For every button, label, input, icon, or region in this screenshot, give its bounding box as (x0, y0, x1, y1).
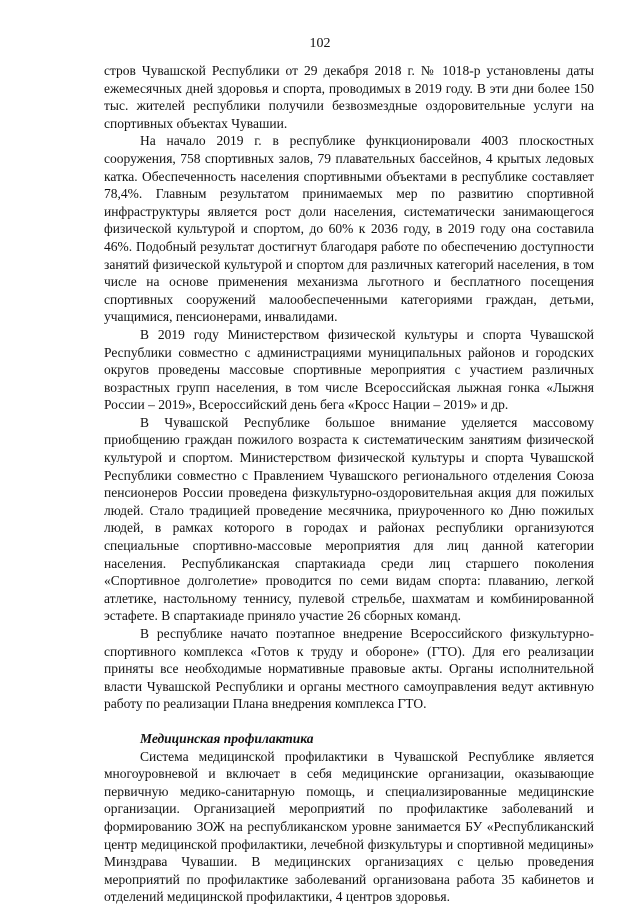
section-heading-medical-prevention: Медицинская профилактика (140, 730, 314, 746)
paragraph-continuation: стров Чувашской Республики от 29 декабря 2018 г. № 1018-р установлены даты ежемесячных дней здоровья и спорта, проводимых в 2019 году. В эти дни более 150 тыс. жителей республики получили безвозмездные оздоровительные услуги на спортивных объектах Чувашии. (104, 63, 594, 131)
paragraph-gto-complex: В республике начато поэтапное внедрение Всероссийского физкультурно-спортивного комплекса «Готов к труду и обороне» (ГТО). Для его реализации приняты все необходимые нормативные правовые акты. Органы исполнительной власти Чувашской Республики и органы местного самоуправления ведут активную работу по реализации Плана внедрения комплекса ГТО. (104, 626, 594, 712)
paragraph-mass-sports-events: В 2019 году Министерством физической культуры и спорта Чувашской Республики совместно с администрациями муниципальных районов и городских округов проведены массовые спортивные мероприятия с участием различных возрастных групп населения, в том числе Всероссийская лыжная гонка «Лыжня России – 2019», Всероссийский день бега «Кросс Нации – 2019» и др. (104, 326, 594, 413)
paragraph-medical-prevention: Система медицинской профилактики в Чувашской Республике является многоуровневой и включает в себя медицинские организации, оказывающие первичную медико-санитарную помощь, и специализированные медицинские организации. Организацией мероприятий по профилактике заболеваний и формированию ЗОЖ на республиканском уровне занимается БУ «Республиканский центр медицинской профилактики, лечебной физкультуры и спортивной медицины» Минздрава Чувашии. В медицинских организациях с целью проведения мероприятий по профилактике заболеваний организована работа 35 кабинетов и отделений медицинской профилактики, 4 центров здоровья. (104, 748, 594, 905)
page-body (104, 62, 594, 906)
page-number: 102 (309, 36, 331, 51)
paragraph-elderly-sports: В Чувашской Республике большое внимание уделяется массовому приобщению граждан пожилого возраста к систематическим занятиям физической культурой и спортом. Министерством физической культуры и спорта Чувашской Республики совместно с Правлением Чувашского регионального отделения Союза пенсионеров России проведена физкультурно-оздоровительная акция для пожилых людей. Стало традицией проведение месячника, приуроченного ко Дню пожилых людей, в рамках которого в городах и районах республики организуются специальные спортивно-массовые мероприятия для лиц данной категории населения. Республиканская спартакиада среди лиц старшего поколения «Спортивное долголетие» проводится по семи видам спорта: плаванию, легкой атлетике, настольному теннису, пулевой стрельбе, шахматам и комбинированной эстафете. В спартакиаде приняло участие 26 сборных команд. (104, 414, 594, 624)
paragraph-sports-facilities: На начало 2019 г. в республике функционировали 4003 плоскостных сооружения, 758 спортивных залов, 79 плавательных бассейнов, 4 крытых ледовых катка. Обеспеченность населения спортивными объектами в республике составляет 78,4%. Главным результатом принимаемых мер по развитию спортивной инфраструктуры является рост доли населения, систематически занимающегося физической культурой и спортом, до 60% к 2036 году, в 2019 году она составила 46%. Подобный результат достигнут благодаря работе по обеспечению доступности занятий физической культурой и спортом для различных категорий населения, в том числе на основе применения механизма льготного и бесплатного посещения спортивных сооружений малообеспеченными категориями граждан, детьми, учащимися, пенсионерами, инвалидами. (104, 133, 594, 325)
